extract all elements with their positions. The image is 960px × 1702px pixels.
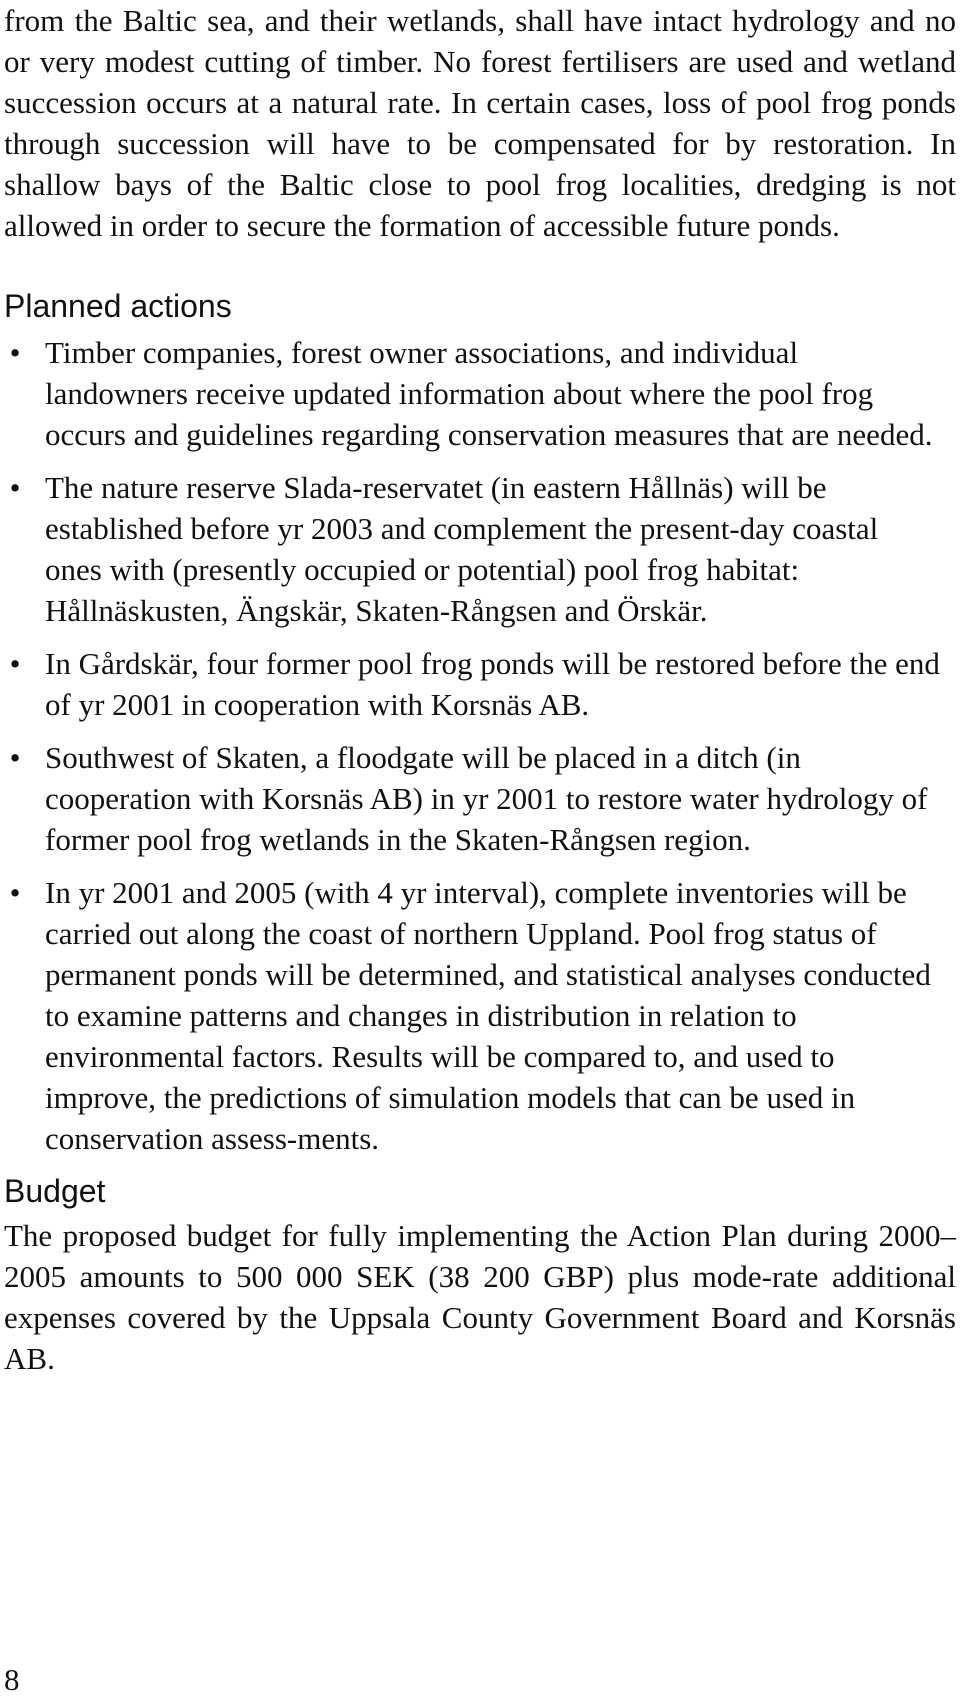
intro-paragraph: from the Baltic sea, and their wetlands, shall have intact hydrology and no or very modest cutting of timber. No forest fertilisers are used and wetland succession occurs at a natural rate. In certain cases, loss of pool frog ponds through succession will have to be compensated for by restoration. In shallow bays of the Baltic close to pool frog localities, dredging is not allowed in order to secure the formation of accessible future ponds.	[4, 3, 956, 243]
list-item	[4, 872, 956, 1159]
bullet-icon: •	[9, 646, 21, 681]
list-item-text: In Gårdskär, four former pool frog ponds will be restored before the end of yr 2001 in cooperation with Korsnäs AB.	[45, 646, 940, 722]
list-item	[4, 332, 956, 455]
planned-actions-heading: Planned actions	[4, 288, 232, 324]
bullet-icon: •	[9, 470, 21, 505]
list-item	[4, 467, 956, 631]
list-item-text: The nature reserve Slada-reservatet (in eastern Hållnäs) will be established before yr 2003 and complement the present-day coastal ones with (presently occupied or potential) pool frog habitat: Hållnäskusten, Ängskär, Skaten-Rångsen and Örskär.	[45, 470, 879, 628]
list-item-text: In yr 2001 and 2005 (with 4 yr interval), complete inventories will be carried out along the coast of northern Uppland. Pool frog status of permanent ponds will be determined, and statistical analyses conducted to examine patterns and changes in distribution in relation to environmental factors. Results will be compared to, and used to improve, the predictions of simulation models that can be used in conservation assess-ments.	[45, 875, 931, 1156]
budget-paragraph: The proposed budget for fully implementing the Action Plan during 2000–2005 amounts to 500 000 SEK (38 200 GBP) plus mode-rate additional expenses covered by the Uppsala County Government Board and Korsnäs AB.	[4, 1218, 956, 1376]
list-item	[4, 737, 956, 860]
bullet-icon: •	[9, 740, 21, 775]
list-item-text: Timber companies, forest owner associations, and individual landowners receive updated information about where the pool frog occurs and guidelines regarding conservation measures that are needed.	[45, 335, 933, 452]
list-item-text: Southwest of Skaten, a floodgate will be placed in a ditch (in cooperation with Korsnäs AB) in yr 2001 to restore water hydrology of former pool frog wetlands in the Skaten-Rångsen region.	[45, 740, 928, 857]
document-page	[4, 0, 956, 1379]
page-number: 8	[4, 1662, 20, 1697]
budget-heading: Budget	[4, 1173, 106, 1209]
list-item	[4, 643, 956, 725]
bullet-icon: •	[9, 335, 21, 370]
bullet-icon: •	[9, 875, 21, 910]
planned-actions-list	[4, 332, 956, 1159]
